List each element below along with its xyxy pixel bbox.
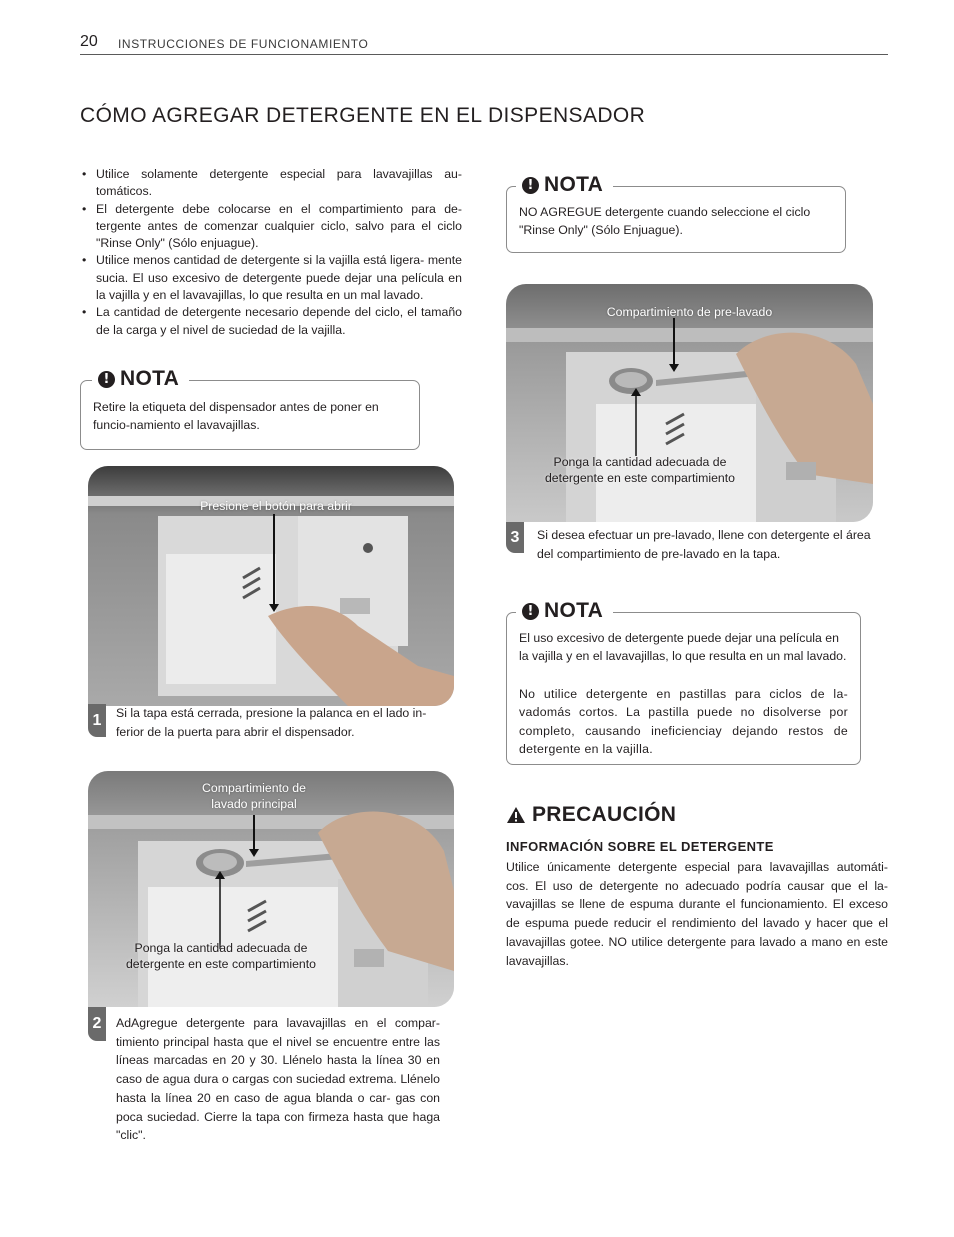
- photo-label-top: Compartimiento de lavado principal: [202, 781, 306, 811]
- bullet-list: [80, 166, 462, 339]
- note-text: El uso excesivo de detergente puede dejar una película en la vajilla y en el lavavajillas, lo que resulta en un mal lavado.: [519, 631, 847, 664]
- photo-label: Presione el botón para abrir: [200, 499, 352, 513]
- bullet-item: • Utilice solamente detergente especial para lavavajillas au- tomáticos.: [80, 166, 462, 201]
- note-text: No utilice detergente en pastillas para ciclos de la- vadomás cortos. La pastilla puede no disolverse por completo, causando ineficienciay dejando restos de detergente en la vajilla.: [519, 687, 848, 756]
- note-heading: [92, 367, 189, 391]
- step-2-photo: [88, 771, 454, 1007]
- caution-label: PRECAUCIÓN: [532, 803, 677, 826]
- exclamation-icon: !: [522, 177, 539, 194]
- bullet-item: • La cantidad de detergente necesario depende del ciclo, el tamaño de la carga y el nivel de suciedad de la vajilla.: [80, 304, 462, 339]
- section-title: INSTRUCCIONES DE FUNCIONAMIENTO: [118, 37, 369, 51]
- step-2-text: AdAgregue detergente para lavavajillas en el compar- timiento principal hasta que el nivel se encuentre entre las líneas marcadas en 20 y 30. Llénelo hasta la línea 30 en caso de agua dura o cargas con suciedad extrema. Llénelo hasta la línea 20 en caso de agua blanda o car- gas con poca suciedad. Cierre la tapa con firmeza hasta que haga "clic".: [116, 1016, 440, 1143]
- note-text: NO AGREGUE detergente cuando seleccione el ciclo "Rinse Only" (Sólo Enjuague).: [519, 205, 811, 238]
- note-label: NOTA: [544, 599, 604, 622]
- header-divider: [80, 54, 888, 55]
- warning-triangle-icon: [506, 806, 526, 824]
- step-3-photo: [506, 284, 873, 522]
- caution-subheading: INFORMACIÓN SOBRE EL DETERGENTE: [506, 839, 774, 854]
- step-number: 3: [506, 522, 524, 553]
- note-label: NOTA: [544, 173, 604, 196]
- page-number: 20: [80, 33, 98, 50]
- step-number: 1: [88, 704, 106, 737]
- exclamation-icon: !: [98, 371, 115, 388]
- note-heading: [516, 599, 613, 623]
- bullet-item: • Utilice menos cantidad de detergente si la vajilla está ligera- mente sucia. El uso excesivo de detergente puede dejar una película en la vajilla y en el lavavajillas, lo que resulta en un mal lavado.: [80, 252, 462, 304]
- page-title: CÓMO AGREGAR DETERGENTE EN EL DISPENSADOR: [80, 104, 646, 127]
- bullet-item: • El detergente debe colocarse en el compartimiento para de- tergente antes de comenzar cualquier ciclo, salvo para el ciclo "Rinse Only" (Sólo enjuague).: [80, 201, 462, 253]
- photo-label-bottom: Ponga la cantidad adecuada de detergente en este compartimiento: [125, 941, 317, 971]
- note-heading: [516, 173, 613, 197]
- photo-label-bottom: Ponga la cantidad adecuada de detergente en este compartimiento: [544, 455, 736, 485]
- photo-label-top: Compartimiento de pre-lavado: [606, 305, 773, 319]
- note-label: NOTA: [120, 367, 180, 390]
- step-3-text: Si desea efectuar un pre-lavado, llene con detergente el área del compartimiento de pre-lavado en la tapa.: [537, 528, 871, 561]
- step-number: 2: [88, 1007, 106, 1041]
- step-1-photo: [88, 466, 454, 706]
- exclamation-icon: !: [522, 603, 539, 620]
- step-1-text: Si la tapa está cerrada, presione la palanca en el lado in- ferior de la puerta para abrir el dispensador.: [116, 706, 427, 739]
- note-box-bottom-right: [506, 612, 861, 765]
- note-text: Retire la etiqueta del dispensador antes de poner en funcio-namiento el lavavajillas.: [93, 400, 379, 433]
- caution-heading: [506, 803, 676, 827]
- caution-text: Utilice únicamente detergente especial para lavavajillas automáti- cos. El uso de detergente no adecuado podría causar que el la- vavajillas se llene de espuma durante el funcionamiento. El exceso de espuma puede reducir el rendimiento del lavado y hacer que el lavavajillas gotee. NO utilice detergente para lavado a mano en este lavavajillas.: [506, 860, 888, 968]
